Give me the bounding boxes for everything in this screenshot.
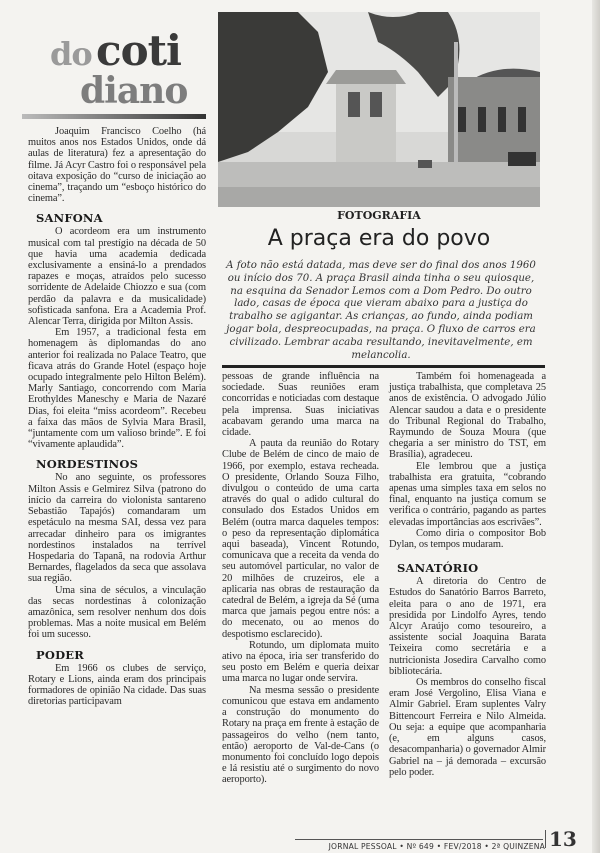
page-edge [592,0,600,853]
photo-headline: A praça era do povo [267,226,491,251]
paragraph: Os membros do conselho fiscal eram José Vergolino, Elisa Viana e Almir Gabriel. Eram suplentes Valry Bittencourt Ferreira e Nilo Almeida. Ou seja: a equipe que acompanharia (e, em alguns casos, desacompanharia) o governador Almir Gabriel na – já demorada – excursão pelo poder. [389,677,546,778]
subhead-nordestinos: NORDESTINOS [36,457,139,472]
page-number: 13 [549,827,577,851]
column-divider [222,365,545,368]
paragraph: Na mesma sessão o presidente comunicou que estava em andamento a construção do monumento do Rotary na praça em frente à estação de passageiros do velho (nem tanto, então) aeroporto de Val-de-Cans (o monumento foi concluído logo depois e lá resistiu até o surgimento do novo aeroporto). [222,684,379,786]
section-logo [50,26,215,112]
logo-part-coti: coti [96,26,181,75]
logo-part-do: do [50,35,92,73]
paragraph: Uma sina de séculos, a vinculação das secas nordestinas à colonização amazônica, sem resolver nenhum dos dois problemas. Mas a noite musical em Belém foi um sucesso. [28,584,206,641]
paragraph: Em 1957, a tradicional festa em homenagem às diplomandas do ano anterior foi realizada no Palace Teatro, que ficava atrás do Grande Hotel (espaço hoje ocupado integralmente pelo Hilton Belém). Marly Santiago, concorrendo com Maria Erothyldes Maneschy e Maria de Nazaré Dias, foi eleita “miss acordeom”. Recebeu a faixa das mãos de Sylvia Mara Brasil, “juntamente com um valioso brinde”. E foi “vivamente aplaudida”. [28,327,206,451]
subhead-sanfona: SANFONA [36,211,103,226]
paragraph: Rotundo, um diplomata muito ativo na época, iria ser transferido do seu posto em Belém e queria deixar uma marca no lugar onde servira. [222,639,379,685]
paragraph: A diretoria do Centro de Estudos do Sanatório Barros Barreto, eleita para o ano de 1971, era presidida por Lindolfo Ayres, tendo Alcyr Araújo como tesoureiro, a assistente social Joaquina Barata Teixeira como secretária e a nutricionista Josedira Carvalho como bibliotecária. [389,576,546,677]
paragraph: Como diria o compositor Bob Dylan, os tempos mudaram. [389,527,546,551]
praca-photo [218,12,540,207]
middle-column [222,371,379,786]
photo-caption: A foto não está datada, mas deve ser do final dos anos 1960 ou início dos 70. A praça Brasil ainda tinha o seu quiosque, na esquina da Senador Lemos com a Dom Pedro. Do outro lado, casas de época que vieram abaixo para a justiça do trabalho se agigantar. As crianças, ao fundo, ainda podiam jogar bola, despreocupadas, na praça. O fluxo de carros era civilizado. Lembrar acaba resultando, inevitavelmente, em melancolia. [226,260,536,361]
footer-rule [295,839,543,840]
logo-part-diano: diano [80,70,188,112]
paragraph: Também foi homenageada a justiça trabalhista, que completava 25 anos de existência. O advogado Júlio Alencar saudou a data e o presidente do Tribunal Regional do Trabalho, Raymundo de Souza Moura (que chegaria a ser ministro do TST, em Brasília), agradeceu. [389,371,546,461]
paragraph: No ano seguinte, os professores Milton Assis e Gelmirez Silva (patrono do início da carreira do violonista santareno Sebastião Tapajós) comandaram um espetáculo na mesma SAI, dessa vez para arrecadar dinheiro para os imigrantes nordestinos instalados na terrível Hospedaria do Tapanã, na rodovia Arthur Bernardes, flagelados da seca que assolava sua região. [28,472,206,585]
footer-publication: JORNAL PESSOAL • Nº 649 • FEV/2018 • 2ª QUINZENA [328,842,545,851]
right-column [389,371,546,778]
paragraph: O acordeom era um instrumento musical com tal prestígio na década de 50 que havia uma academia dedicada exclusivamente a ensiná-lo a prendados rapazes e moças, atraídos pelo sucesso sorridente de Adelaide Chiozzo e sua (com perdão da palavra e da musicalidade) sofisticada sanfona. Era a Academia Prof. Alencar Terra, dirigida por Milton Assis. [28,226,206,328]
paragraph: pessoas de grande influência na sociedade. Suas reuniões eram concorridas e noticiadas com destaque pela imprensa. Suas iniciativas acabavam gerando uma marca na cidade. [222,371,379,439]
subhead-poder: PODER [36,647,84,662]
paragraph: Joaquim Francisco Coelho (há muitos anos nos Estados Unidos, onde dá aulas de literatura) fez a apresentação do filme. Já Acyr Castro foi o responsável pela oitava exposição do “curso de iniciação ao cinema”, traçando um “esboço histórico do cinema”. [28,126,206,205]
paragraph: Ele lembrou que a justiça trabalhista era gratuita, “cobrando apenas uma simples taxa em selos no final, enquanto na justiça comum se verifica o contrário, pagando as partes elevadas importâncias aos escrivães”. [389,460,546,528]
logo-underline [22,114,206,119]
paragraph: A pauta da reunião do Rotary Clube de Belém de cinco de maio de 1966, por exemplo, estava recheada. O presidente, Orlando Souza Filho, divulgou o conteúdo de uma carta através do qual o adido cultural do consulado dos Estados Unidos em Belém (outra marca daqueles tempos: o peso da representação diplomática aqui baseada), Vincent Rotundo, comunicava que a receita da venda do seu automóvel particular, no valor de 20 milhões de cruzeiros, ele a aplicaria nas obras de restauração da catedral de Belém, a igreja da Sé (uma marca que jamais pegou entre nós: a do mecenato, ou ao menos do despotismo esclarecido). [222,438,379,640]
subhead-sanatorio: SANATÓRIO [397,561,479,576]
left-column [28,126,206,707]
paragraph: Em 1966 os clubes de serviço, Rotary e Lions, ainda eram dos principais formadores de opinião Na cidade. Das suas diretorias participavam [28,662,206,708]
photo-section-label: FOTOGRAFIA [337,209,421,222]
